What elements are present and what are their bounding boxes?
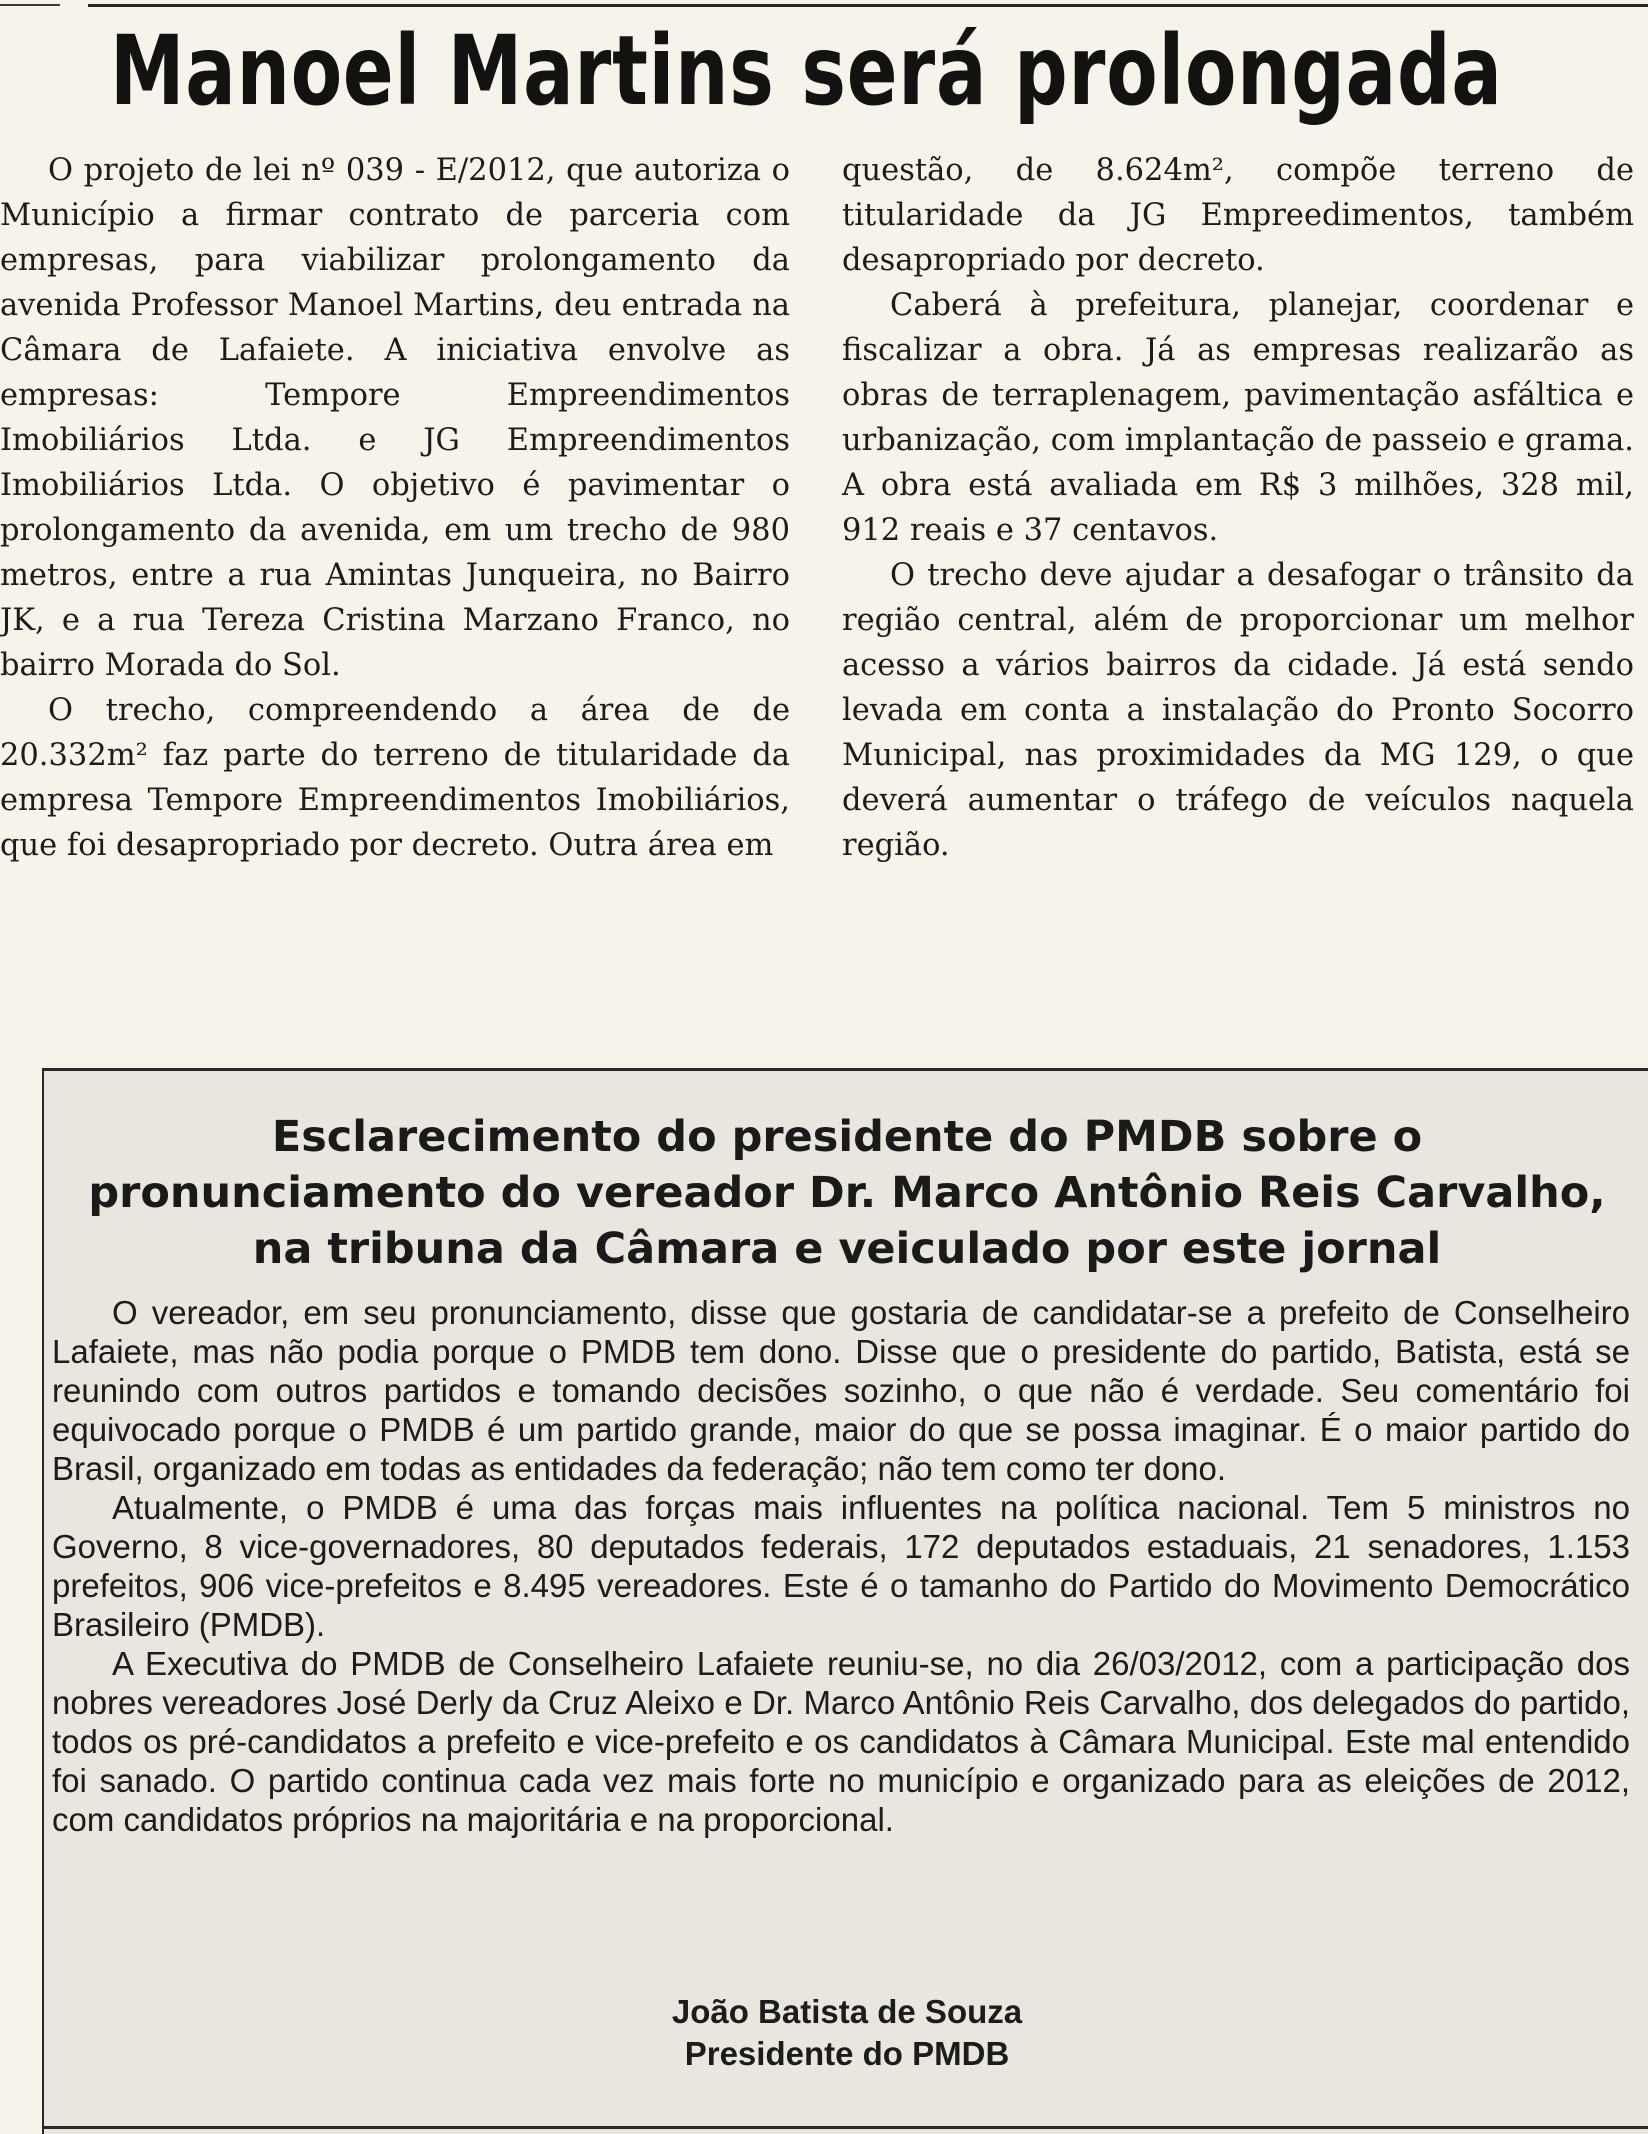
bottom-rule <box>42 2126 1648 2129</box>
notice-paragraph: O vereador, em seu pronunciamento, disse que gostaria de candidatar-se a prefeito de Conselheiro Lafaiete, mas não podia porque o PMDB tem dono. Disse que o presidente do partido, Batista, está se reunindo com outros partidos e tomando decisões sozinho, o que não é verdade. Seu comentário foi equivocado porque o PMDB é um partido grande, maior do que se possa imaginar. É o maior partido do Brasil, organizado em todas as entidades da federação; não tem como ter dono. <box>52 1294 1630 1487</box>
article-body <box>0 148 1648 868</box>
signature-name: João Batista de Souza <box>671 1993 1023 2030</box>
notice-title-line: pronunciamento do vereador Dr. Marco Antônio Reis Carvalho, <box>88 1168 1606 1218</box>
notice-title-line: na tribuna da Câmara e veiculado por este jornal <box>252 1224 1442 1274</box>
article-paragraph: Caberá à prefeitura, planejar, coordenar e fiscalizar a obra. Já as empresas realizarão as obras de terraplenagem, pavimentação asfáltica e urbanização, com implantação de passeio e grama. A obra está avaliada em R$ 3 milhões, 328 mil, 912 reais e 37 centavos. <box>842 288 1634 548</box>
article-paragraph: O projeto de lei nº 039 - E/2012, que autoriza o Município a firmar contrato de parceria com empresas, para viabilizar prolongamento da avenida Professor Manoel Martins, deu entrada na Câmara de Lafaiete. A iniciativa envolve as empresas: Tempore Empreendimentos Imobiliários Ltda. e JG Empreendimentos Imobiliários Ltda. O objetivo é pavimentar o prolongamento da avenida, em um trecho de 980 metros, entre a rua Amintas Junqueira, no Bairro JK, e a rua Tereza Cristina Marzano Franco, no bairro Morada do Sol. <box>0 153 790 683</box>
article-paragraph: questão, de 8.624m², compõe terreno de titularidade da JG Empreedimentos, também desapropriado por decreto. <box>842 153 1634 278</box>
notice-title <box>44 1109 1648 1277</box>
notice-signature <box>44 1991 1648 2075</box>
article-paragraph: O trecho, compreendendo a área de de 20.332m² faz parte do terreno de titularidade da empresa Tempore Empreendimentos Imobiliários, que foi desapropriado por decreto. Outra área em <box>0 693 790 863</box>
notice-body <box>52 1293 1630 1839</box>
article-headline: Manoel Martins será prolongada <box>110 15 1503 127</box>
pmdb-notice-box <box>42 1068 1648 2134</box>
top-rule-fragment <box>0 4 60 6</box>
signature-role: Presidente do PMDB <box>684 2035 1010 2072</box>
notice-title-line: Esclarecimento do presidente do PMDB sobre o <box>271 1112 1423 1162</box>
notice-paragraph: Atualmente, o PMDB é uma das forças mais influentes na política nacional. Tem 5 ministros no Governo, 8 vice-governadores, 80 deputados federais, 172 deputados estaduais, 21 senadores, 1.153 prefeitos, 906 vice-prefeitos e 8.495 vereadores. Este é o tamanho do Partido do Movimento Democrático Brasileiro (PMDB). <box>52 1489 1630 1643</box>
article-paragraph: O trecho deve ajudar a desafogar o trânsito da região central, além de proporcionar um melhor acesso a vários bairros da cidade. Já está sendo levada em conta a instalação do Pronto Socorro Municipal, nas proximidades da MG 129, o que deverá aumentar o tráfego de veículos naquela região. <box>842 558 1634 863</box>
article-right-column <box>842 148 1634 868</box>
article-left-column <box>0 148 790 868</box>
notice-paragraph: A Executiva do PMDB de Conselheiro Lafaiete reuniu-se, no dia 26/03/2012, com a participação dos nobres vereadores José Derly da Cruz Aleixo e Dr. Marco Antônio Reis Carvalho, dos delegados do partido, todos os pré-candidatos a prefeito e vice-prefeito e os candidatos à Câmara Municipal. Este mal entendido foi sanado. O partido continua cada vez mais forte no município e organizado para as eleições de 2012, com candidatos próprios na majoritária e na proporcional. <box>52 1645 1630 1838</box>
top-rule <box>88 4 1648 7</box>
